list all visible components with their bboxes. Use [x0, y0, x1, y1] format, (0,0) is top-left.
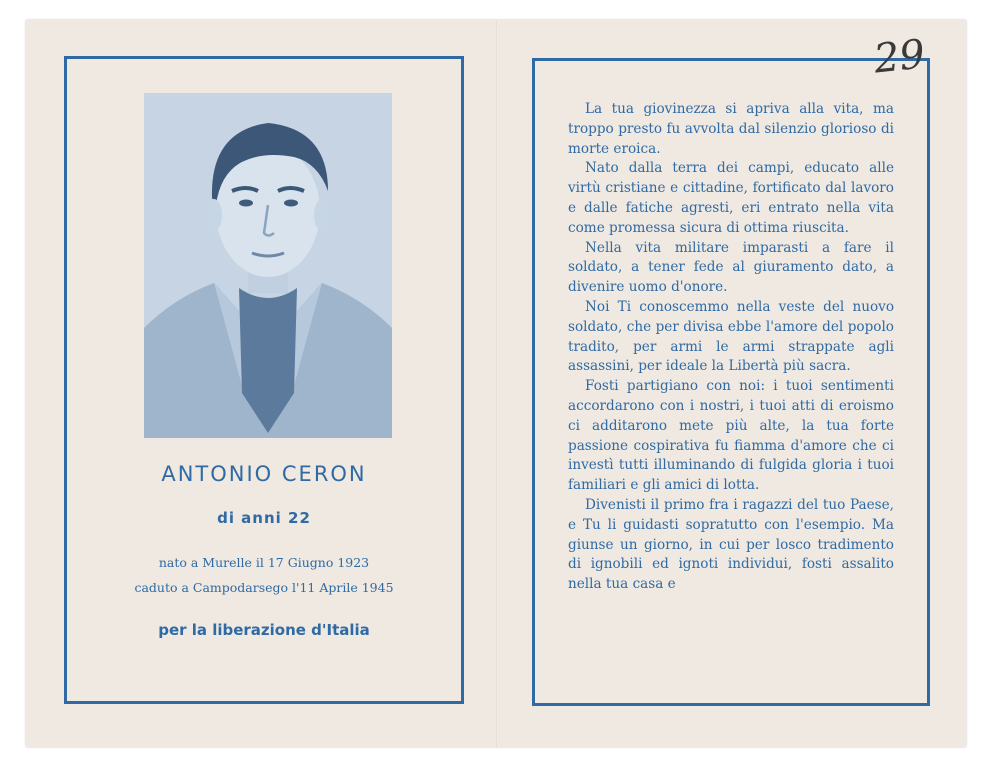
eulogy-paragraph: La tua giovinezza si apriva alla vita, ma troppo presto fu avvolta dal silenzio glorioso di morte eroica.: [568, 101, 894, 157]
motto-line: per la liberazione d'Italia: [158, 621, 370, 639]
handwritten-page-number: 29: [871, 31, 928, 83]
deceased-name: ANTONIO CERON: [161, 462, 367, 486]
card-fold: [496, 20, 498, 747]
death-line: caduto a Campodarsego l'11 Aprile 1945: [134, 580, 394, 595]
eulogy-paragraph: Nato dalla terra dei campi, educato alle virtù cristiane e cittadine, fortificato dal lavoro e dalle fatiche agresti, eri entrato nella vita come promessa sicura di ottima riuscita.: [568, 160, 894, 236]
eulogy-paragraph: Divenisti il primo fra i ragazzi del tuo Paese, e Tu li guidasti sopratutto con l'esempio. Ma giunse un giorno, in cui per losco tradimento di ignobili ed ignoti individui, fosti assalito nella tua casa e: [568, 496, 894, 593]
portrait-photo: [144, 93, 392, 438]
eulogy-text: [568, 100, 894, 595]
eulogy-paragraph: Fosti partigiano con noi: i tuoi sentimenti accordarono con i nostri, i tuoi atti di eroismo ci additarono mete più alte, la tua forte passione cospirativa fu fiamma d'amore che ci investì tutti illuminando di fulgida gloria i tuoi familiari e gli amici di lotta.: [568, 378, 894, 494]
birth-line: nato a Murelle il 17 Giugno 1923: [158, 555, 370, 570]
age-line: di anni 22: [217, 509, 311, 527]
eulogy-paragraph: Nella vita militare imparasti a fare il soldato, a tener fede al giuramento dato, a divenire uomo d'onore.: [568, 239, 894, 296]
eulogy-paragraph: Noi Ti conoscemmo nella veste del nuovo soldato, che per divisa ebbe l'amore del popolo tradito, per armi le armi strappate agli assassini, per ideale la Libertà più sacra.: [568, 298, 894, 375]
